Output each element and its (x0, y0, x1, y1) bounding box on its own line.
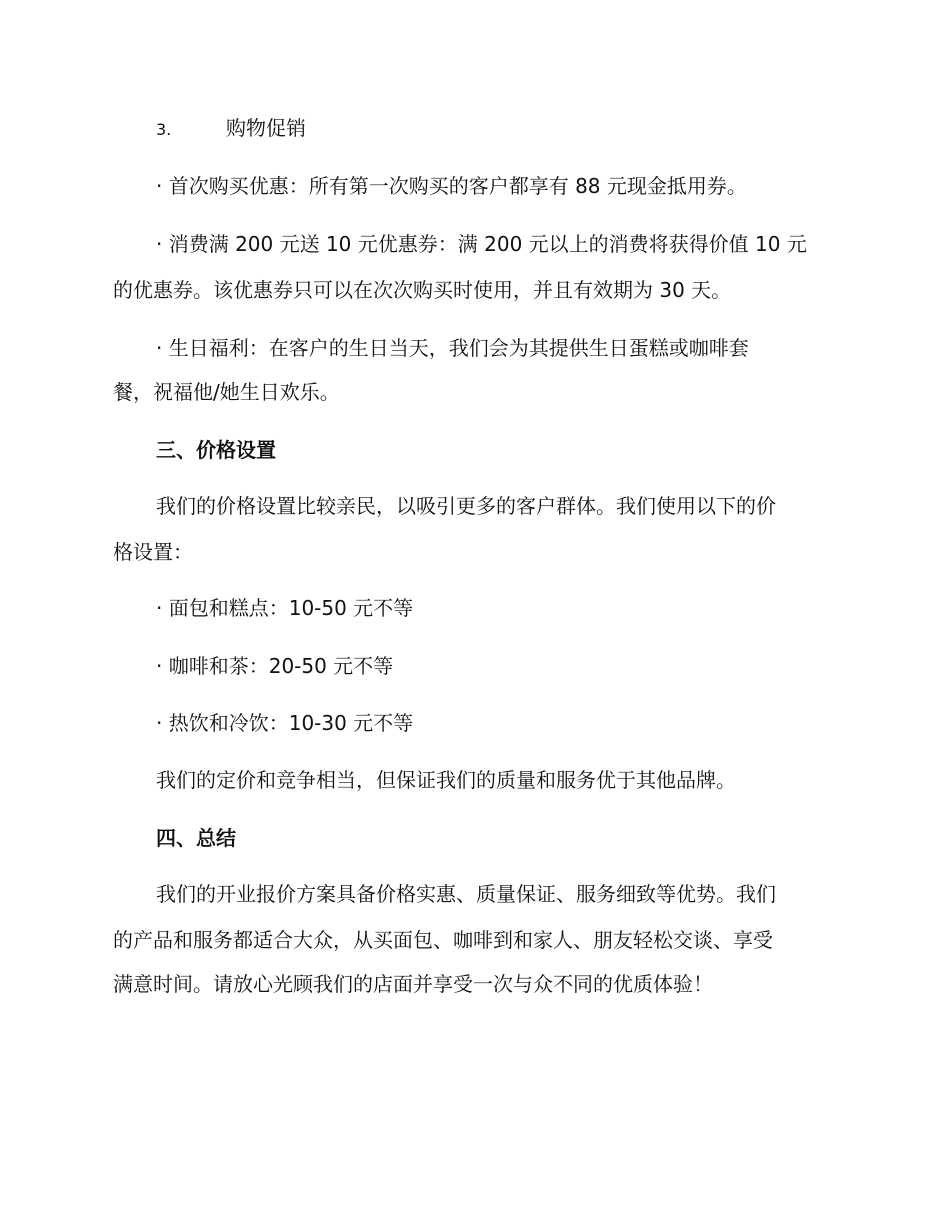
summary-line-1: 我们的开业报价方案具备价格实惠、质量保证、服务细致等优势。我们 (156, 882, 776, 906)
promotion-first-purchase: · 首次购买优惠：所有第一次购买的客户都享有 88 元现金抵用券。 (156, 174, 747, 198)
pricing-item-drinks: · 热饮和冷饮：10-30 元不等 (156, 711, 414, 735)
summary-line-2: 的产品和服务都适合大众，从买面包、咖啡到和家人、朋友轻松交谈、享受 (113, 928, 773, 952)
promotion-birthday-line-1: · 生日福利：在客户的生日当天，我们会为其提供生日蛋糕或咖啡套 (156, 336, 749, 360)
pricing-intro-line-2: 格设置： (113, 540, 193, 564)
sub-section-number: 3. (156, 120, 172, 139)
pricing-intro-line-1: 我们的价格设置比较亲民，以吸引更多的客户群体。我们使用以下的价 (156, 494, 776, 518)
pricing-item-bread: · 面包和糕点：10-50 元不等 (156, 596, 414, 620)
section-summary-heading: 四、总结 (156, 826, 236, 850)
pricing-item-coffee: · 咖啡和茶：20-50 元不等 (156, 654, 394, 678)
promotion-birthday-line-2: 餐，祝福他/她生日欢乐。 (113, 380, 340, 404)
promotion-spend-coupon-line-1: · 消费满 200 元送 10 元优惠券：满 200 元以上的消费将获得价值 10 元 (156, 232, 807, 256)
sub-section-title: 购物促销 (226, 116, 306, 140)
section-pricing-heading: 三、价格设置 (156, 438, 276, 462)
pricing-closing: 我们的定价和竞争相当，但保证我们的质量和服务优于其他品牌。 (156, 768, 736, 792)
promotion-spend-coupon-line-2: 的优惠券。该优惠券只可以在次次购买时使用，并且有效期为 30 天。 (113, 278, 732, 302)
summary-line-3: 满意时间。请放心光顾我们的店面并享受一次与众不同的优质体验！ (113, 972, 713, 996)
sub-section-heading (156, 116, 886, 142)
